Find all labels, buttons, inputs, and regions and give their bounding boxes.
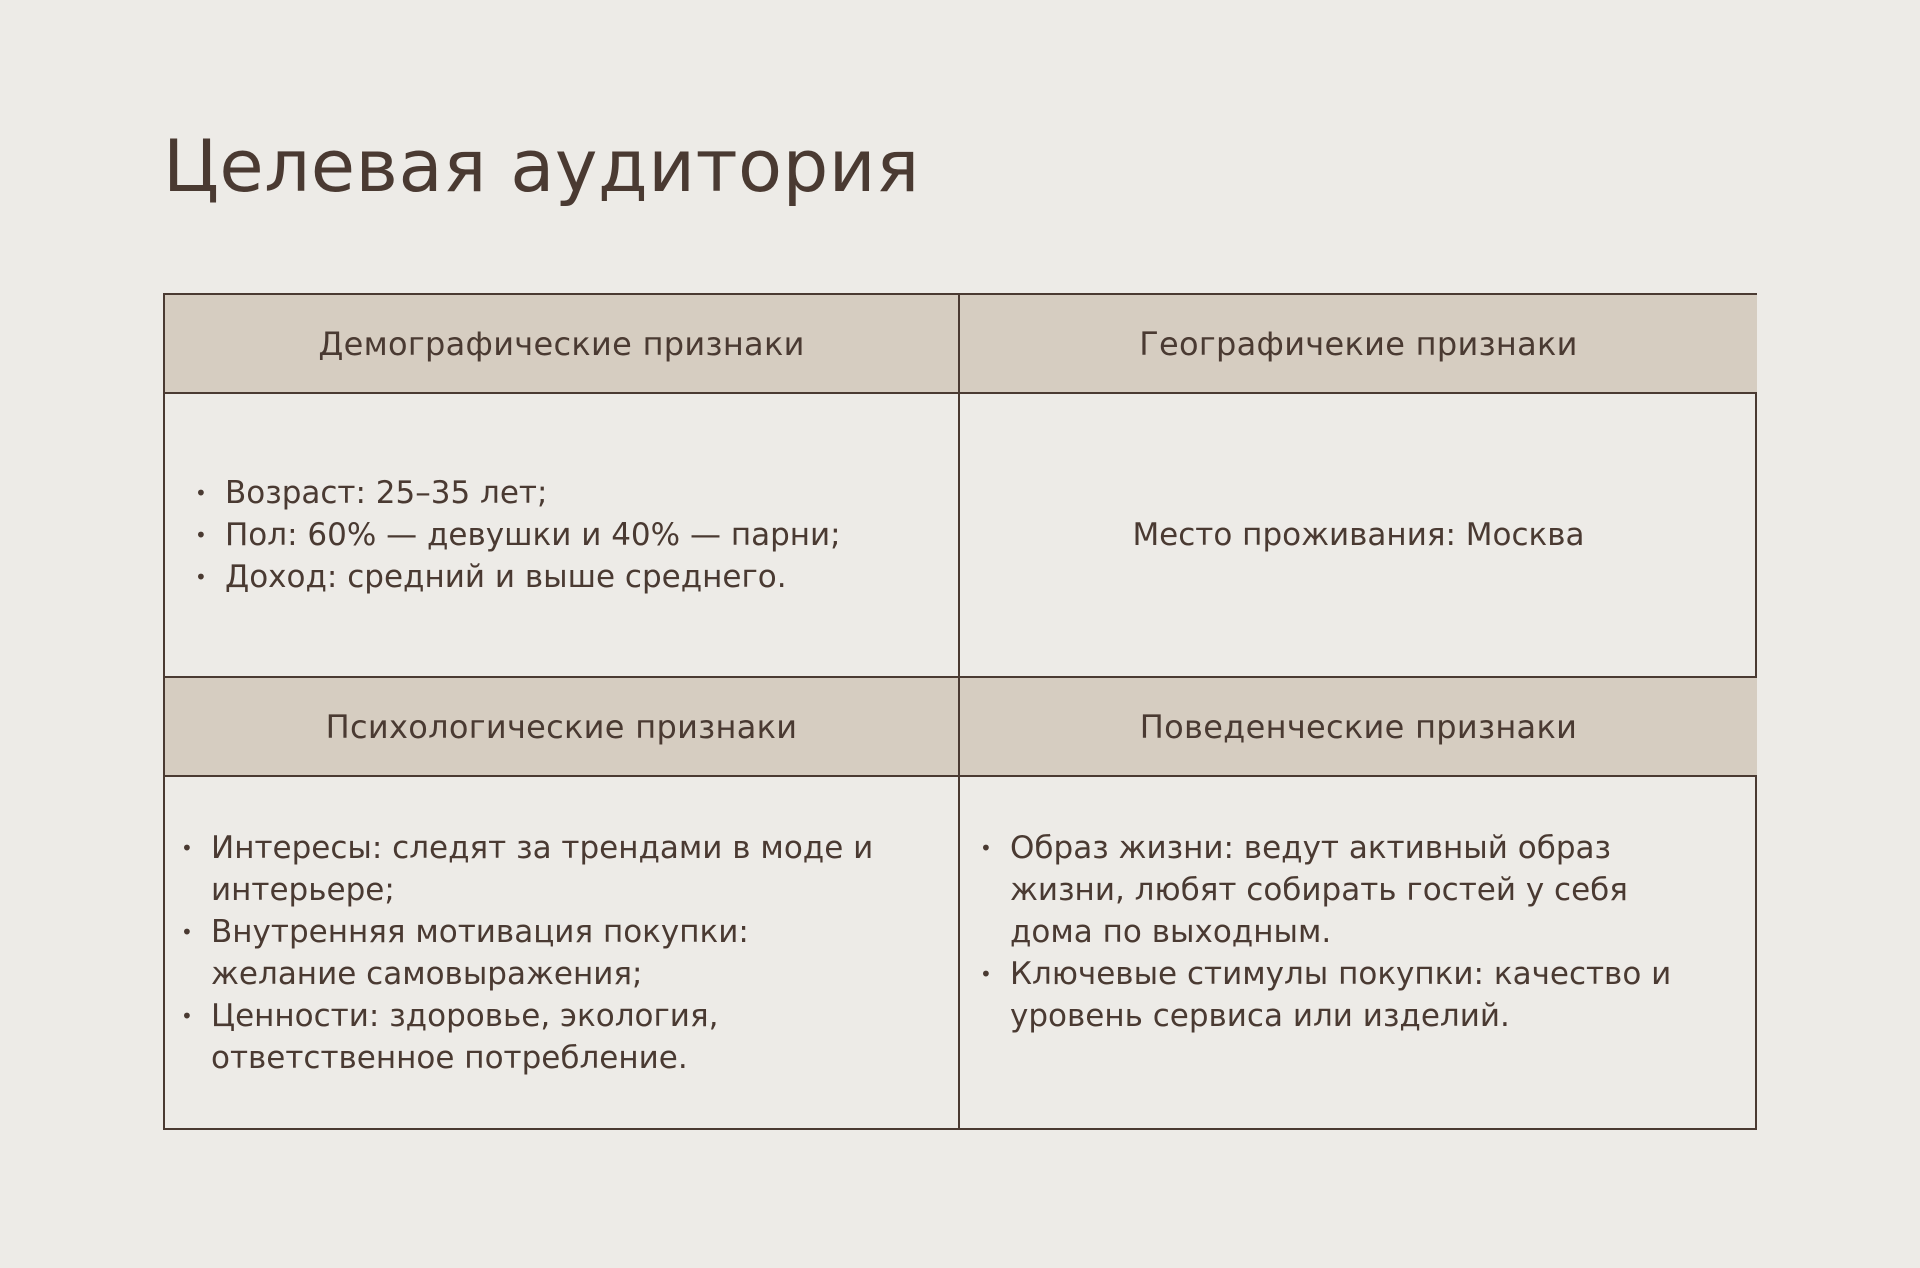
cell-psychological [165,777,960,1128]
psychological-list [181,827,881,1079]
header-psychological: Психологические признаки [165,678,960,777]
header-behavioral: Поведенческие признаки [960,678,1757,777]
demographic-list [195,472,841,598]
list-item: • Ключевые стимулы покупки: качество и уровень сервиса или изделий. [980,953,1720,1037]
cell-demographic [165,394,960,678]
cell-geographic [960,394,1757,678]
list-item: • Внутренняя мотивация покупки: желание самовыражения; [181,911,881,995]
list-item: • Образ жизни: ведут активный образ жизни, любят собирать гостей у себя дома по выходным. [980,827,1720,953]
cell-behavioral [960,777,1757,1128]
header-geographic: Географичекие признаки [960,295,1757,394]
behavioral-list [980,827,1720,1037]
geographic-text: Место проживания: Москва [1132,517,1585,553]
list-item: • Ценности: здоровье, экология, ответственное потребление. [181,995,881,1079]
list-item: • Доход: средний и выше среднего. [195,556,841,598]
header-demographic: Демографические признаки [165,295,960,394]
page-title: Целевая аудитория [163,124,920,208]
list-item: • Возраст: 25–35 лет; [195,472,841,514]
list-item: • Пол: 60% — девушки и 40% — парни; [195,514,841,556]
list-item: • Интересы: следят за трендами в моде и интерьере; [181,827,881,911]
audience-table [163,293,1757,1130]
